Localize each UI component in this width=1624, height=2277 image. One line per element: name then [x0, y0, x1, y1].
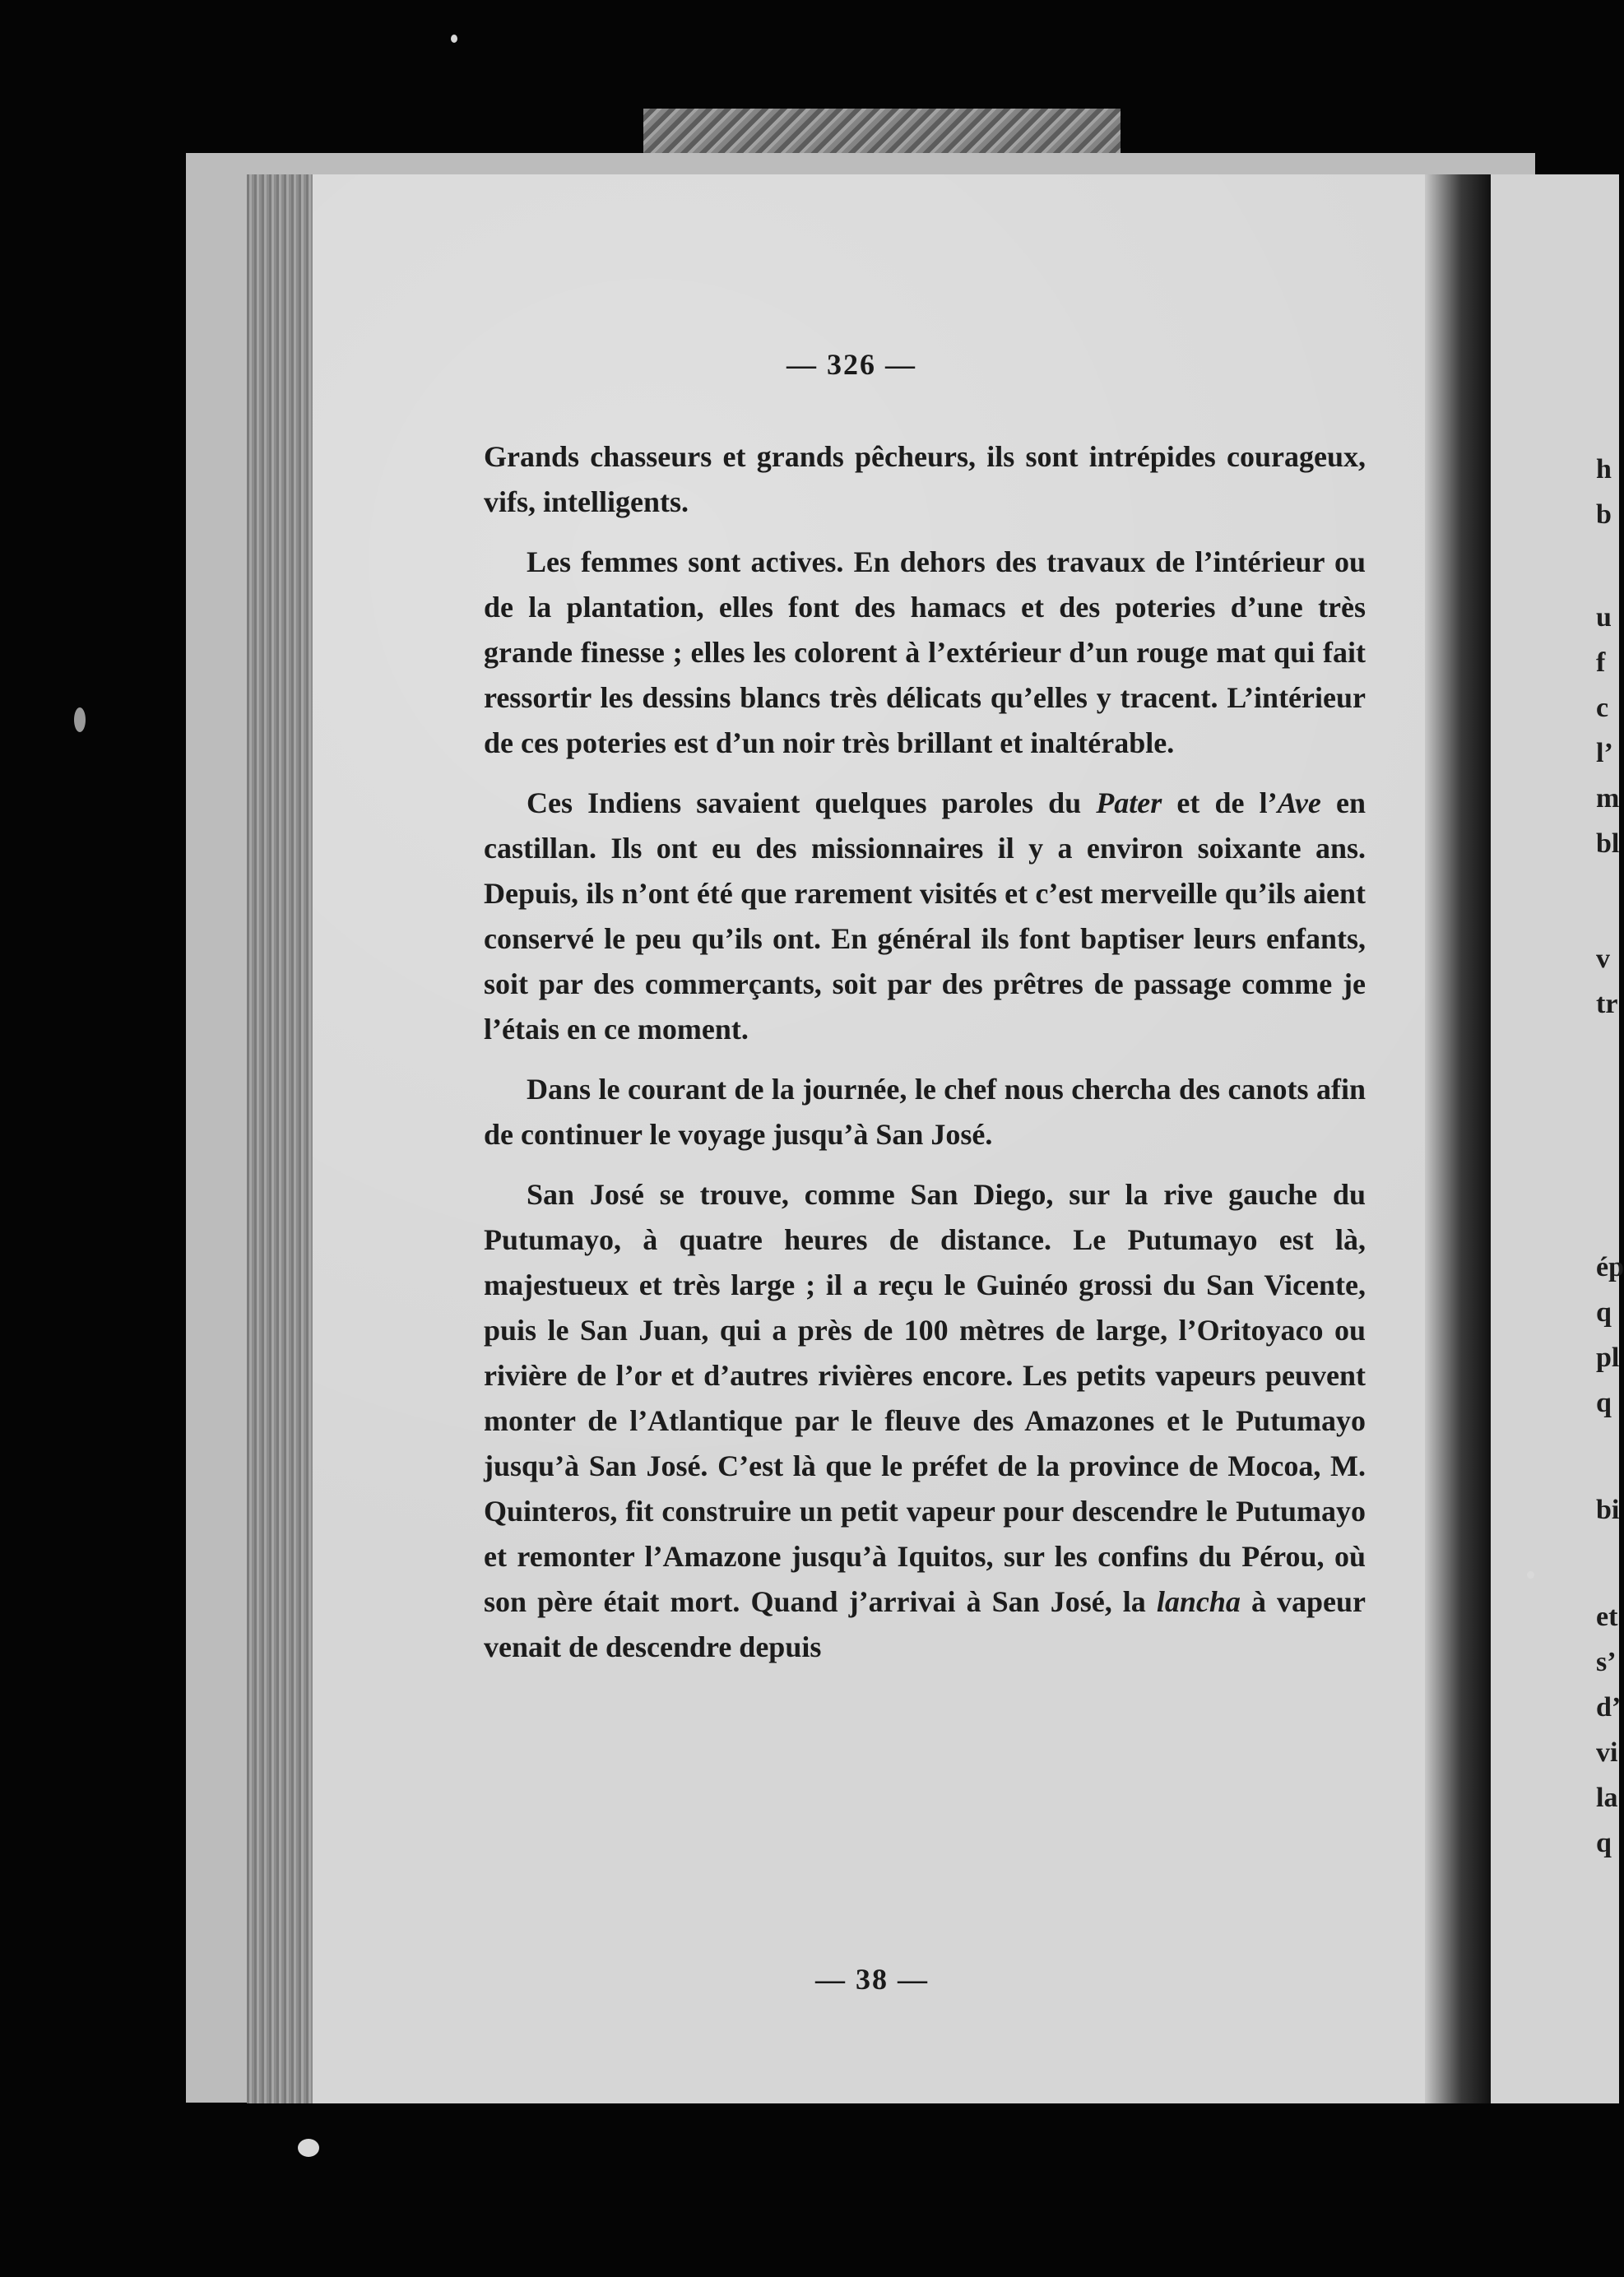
paragraph-text: en castillan. Ils ont eu des missionnaires il y a environ soixante ans. Depuis, ils n’ont été que rarement visités et c’est merveille qu’ils aient conservé le peu qu’ils ont. En général ils font baptiser leurs enfants, soit par des commerçants, soit par des prêtres de passage comme je l’étais en ce moment.: [484, 786, 1366, 1046]
paragraph: Les femmes sont actives. En dehors des travaux de l’intérieur ou de la plantation, elles font des hamacs et des poteries d’une très grande finesse ; elles les colorent à l’extérieur d’un rouge mat qui fait ressortir les dessins blancs très délicats qu’elles y tracent. L’intérieur de ces poteries est d’un noir très brillant et inaltérable.: [484, 545, 1366, 759]
book-gutter: [1425, 174, 1491, 2103]
paragraph: Grands chasseurs et grands pêcheurs, ils sont intrépides courageux, vifs, intelligents.: [484, 440, 1366, 518]
adjacent-line: ép: [1596, 1252, 1624, 1282]
paragraph-text: à vapeur venait de descendre depuis: [484, 1585, 1366, 1663]
page-number-header: — 326 —: [786, 348, 916, 381]
adjacent-line: s’: [1596, 1647, 1617, 1677]
dust-speck: [74, 707, 86, 732]
adjacent-line: v: [1596, 944, 1610, 974]
paragraph-text: et de l’: [1162, 786, 1278, 819]
dust-speck: [298, 2139, 319, 2157]
adjacent-line: d’: [1596, 1692, 1622, 1723]
adjacent-line: h: [1596, 454, 1612, 485]
adjacent-line: b: [1596, 499, 1612, 530]
adjacent-line: q: [1596, 1828, 1612, 1858]
adjacent-line: vi: [1596, 1737, 1618, 1768]
adjacent-line: q: [1596, 1388, 1612, 1418]
adjacent-line: et: [1596, 1602, 1618, 1632]
adjacent-line: m: [1596, 783, 1620, 814]
adjacent-line: bi: [1596, 1495, 1620, 1525]
adjacent-line: pl: [1596, 1343, 1620, 1373]
page-edges: [247, 174, 321, 2103]
dust-speck: [451, 35, 457, 43]
adjacent-line: l’: [1596, 738, 1613, 768]
italic-term: Pater: [1096, 786, 1162, 819]
adjacent-page: [1491, 174, 1624, 2103]
adjacent-line: tr: [1596, 989, 1618, 1019]
adjacent-line: la: [1596, 1783, 1618, 1813]
adjacent-line: f: [1596, 647, 1606, 678]
dust-speck: [1527, 1571, 1534, 1579]
adjacent-line: bl: [1596, 828, 1620, 859]
paragraph: Dans le courant de la journée, le chef nous chercha des canots afin de continuer le voyage jusqu’à San José.: [484, 1073, 1366, 1151]
adjacent-line: c: [1596, 693, 1609, 723]
page-number-footer: — 38 —: [815, 1963, 929, 1996]
italic-term: Ave: [1277, 786, 1321, 819]
adjacent-line: u: [1596, 602, 1612, 633]
paragraph-text: Ces Indiens savaient quelques paroles du: [527, 786, 1097, 819]
paragraph: [484, 1172, 1366, 1670]
italic-term: lancha: [1156, 1585, 1241, 1618]
adjacent-line: q: [1596, 1297, 1612, 1328]
page-body: [484, 434, 1366, 1685]
paragraph-text: San José se trouve, comme San Diego, sur la rive gauche du Putumayo, à quatre heures de distance. Le Putumayo est là, majestueux et très large ; il a reçu le Guinéo grossi du San Vicente, puis le San Juan, qui a près de 100 mètres de large, l’Oritoyaco ou rivière de l’or et d’autres rivières encore. Les petits vapeurs peuvent monter de l’Atlantique par le fleuve des Amazones et le Putumayo jusqu’à San José. C’est là que le préfet de la province de Mocoa, M. Quinteros, fit construire un petit vapeur pour descendre le Putumayo et remonter l’Amazone jusqu’à Iquitos, sur les confins du Pérou, où son père était mort. Quand j’arrivai à San José, la: [484, 1178, 1366, 1618]
paragraph: [484, 781, 1366, 1052]
